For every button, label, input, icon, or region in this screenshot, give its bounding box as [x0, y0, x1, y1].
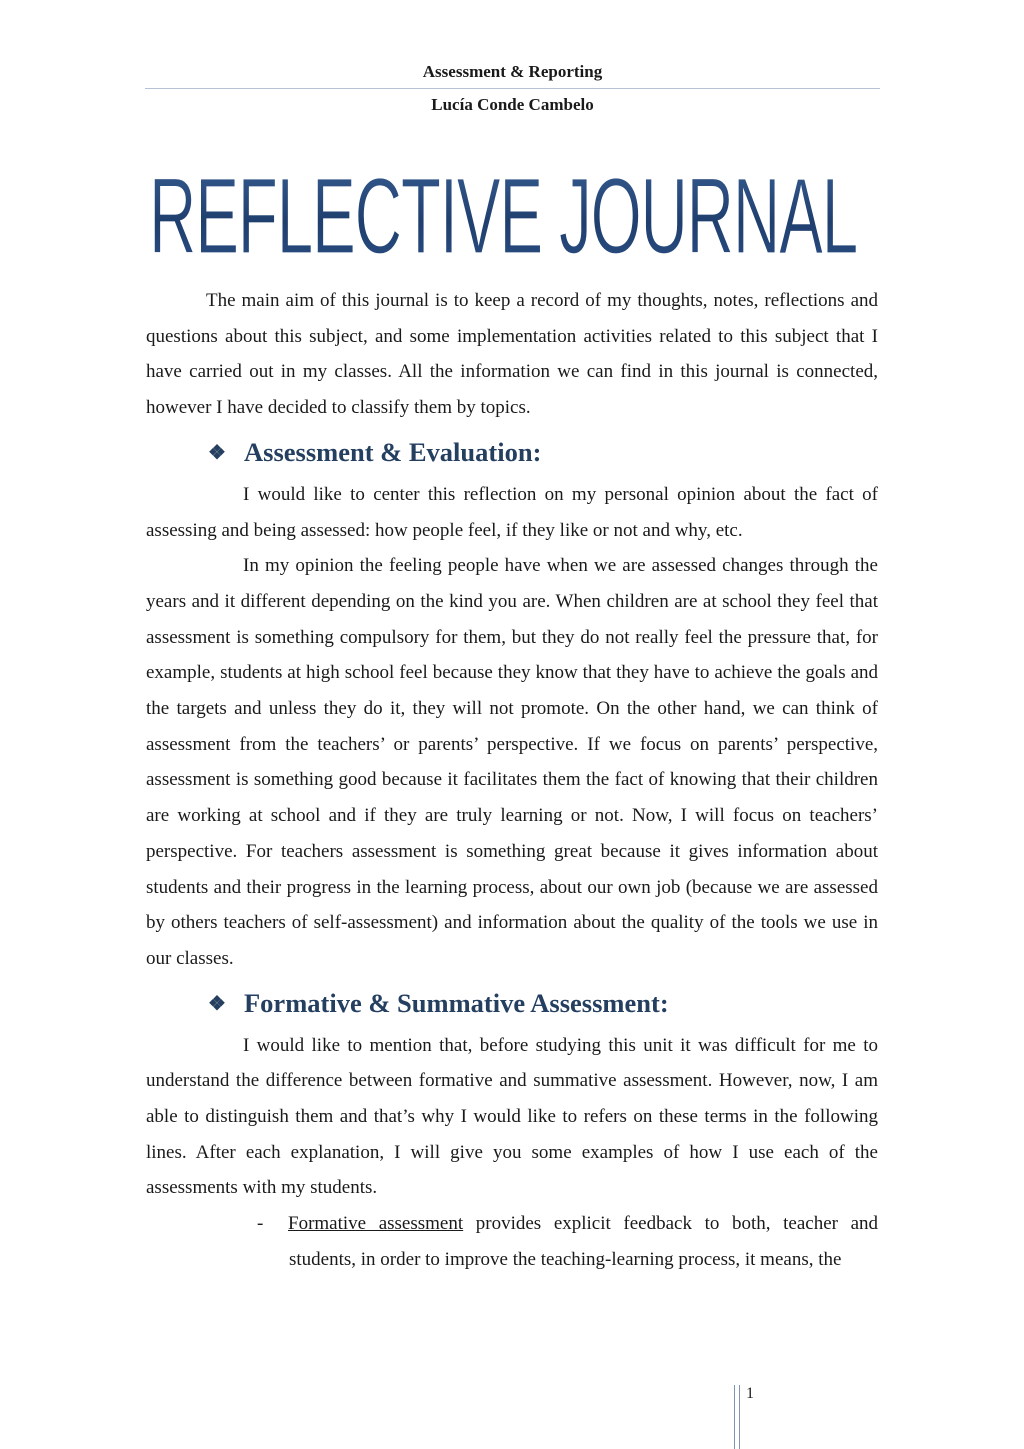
section-heading-assessment-evaluation	[146, 432, 878, 473]
list-dash: -	[257, 1213, 264, 1235]
header-author: Lucía Conde Cambelo	[431, 95, 594, 114]
section-heading-text: Formative & Summative Assessment:	[244, 987, 669, 1018]
title-wordart	[145, 150, 865, 270]
paragraph: I would like to mention that, before studying this unit it was difficult for me to understand the difference between formative and summative assessment. However, now, I am able to distinguish them and that’s why I would like to refers on these terms in the following lines. After each explanation, I will give you some examples of how I use each of the assessments with my students.	[146, 1034, 878, 1199]
list-item	[146, 1206, 878, 1277]
section-heading-formative-summative	[146, 983, 878, 1024]
section-heading-text: Assessment & Evaluation:	[244, 436, 542, 467]
list-text: provides explicit feedback to both, teacher and students, in order to improve the teaching-learning process, it means, the	[289, 1213, 879, 1270]
intro-paragraph: The main aim of this journal is to keep a record of my thoughts, notes, reflections and questions about this subject, and some implementation activities related to this subject that I have carried out in my classes. All the information we can find in this journal is connected, however I have decided to classify them by topics.	[146, 290, 878, 419]
title-text: REFLECTIVE JOURNAL	[149, 155, 857, 270]
footer-bar	[734, 1385, 740, 1449]
header-divider	[145, 88, 880, 89]
list-term: Formative assessment	[288, 1213, 464, 1235]
header-course-title: Assessment & Reporting	[422, 62, 603, 81]
document-title	[145, 150, 865, 270]
diamond-bullet-icon: ❖	[208, 992, 226, 1015]
paragraph: In my opinion the feeling people have when we are assessed changes through the years and it different depending on the kind you are. When children are at school they feel that assessment is something compulsory for them, but they do not really feel the pressure that, for example, students at high school feel because they know that they have to achieve the goals and the targets and unless they do it, they will not promote. On the other hand, we can think of assessment from the teachers’ or parents’ perspective. If we focus on parents’ perspective, assessment is something good because it facilitates them the fact of knowing that their children are working at school and if they are truly learning or not. Now, I will focus on teachers’ perspective. For teachers assessment is something great because it gives information about students and their progress in the learning process, about our own job (because we are assessed by others teachers of self-assessment) and information about the quality of the tools we use in our classes.	[146, 555, 878, 969]
paragraph: I would like to center this reflection on my personal opinion about the fact of assessing and being assessed: how people feel, if they like or not and why, etc.	[146, 483, 878, 541]
diamond-bullet-icon: ❖	[208, 441, 226, 464]
document-body	[146, 283, 878, 1278]
page-header	[145, 60, 880, 117]
page-number: 1	[746, 1385, 754, 1402]
